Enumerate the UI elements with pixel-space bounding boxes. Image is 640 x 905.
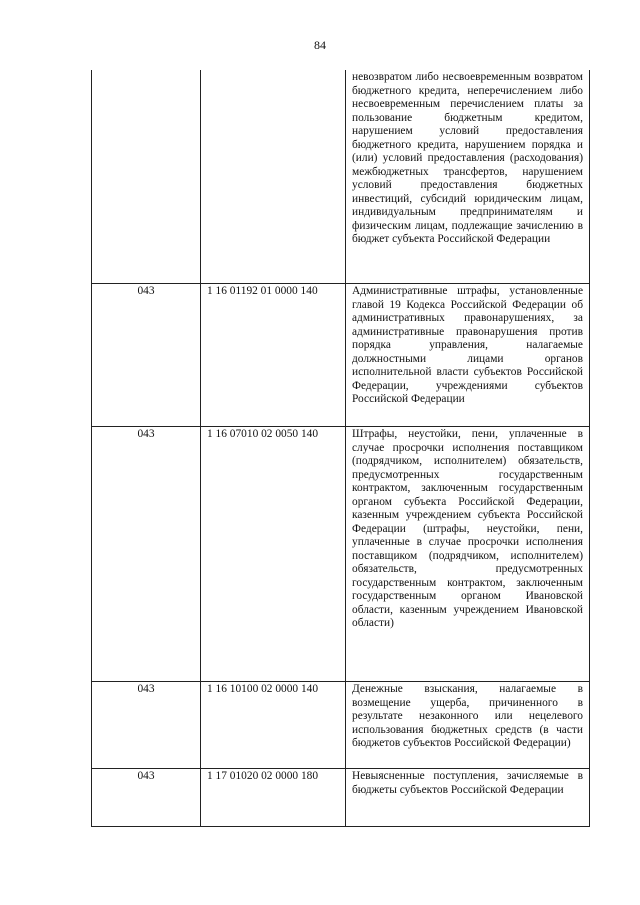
budget-classification-code-cell: 1 16 07010 02 0050 140 — [201, 427, 346, 682]
admin-code-cell: 043 — [92, 769, 201, 827]
page-number: 84 — [314, 38, 326, 52]
revenue-description-cell: Невыясненные поступления, зачисляемые в бюджеты субъектов Российской Федерации — [346, 769, 590, 827]
admin-code-cell: 043 — [92, 682, 201, 769]
admin-code-cell: 043 — [92, 427, 201, 682]
revenue-codes-table — [91, 70, 590, 827]
admin-code-cell — [92, 70, 201, 284]
table-row — [92, 769, 590, 827]
revenue-description-cell: невозвратом либо несвоевременным возвратом бюджетного кредита, неперечислением либо несвоевременным перечислением платы за пользование бюджетным кредитом, нарушением условий предоставления бюджетного кредита, нарушением порядка и (или) условий предоставления (расходования) межбюджетных трансфертов, нарушением условий предоставления бюджетных инвестиций, субсидий юридическим лицам, индивидуальным предпринимателям и физическим лицам, подлежащие зачислению в бюджет субъекта Российской Федерации — [346, 70, 590, 284]
budget-classification-code-cell: 1 16 10100 02 0000 140 — [201, 682, 346, 769]
budget-classification-code-cell — [201, 70, 346, 284]
budget-classification-code-cell: 1 16 01192 01 0000 140 — [201, 284, 346, 427]
revenue-description-cell: Денежные взыскания, налагаемые в возмещение ущерба, причиненного в результате незаконного или нецелевого использования бюджетных средств (в части бюджетов субъектов Российской Федерации) — [346, 682, 590, 769]
revenue-description-cell: Административные штрафы, установленные главой 19 Кодекса Российской Федерации об административных правонарушениях, за административные правонарушения против порядка управления, налагаемые должностными лицами органов исполнительной власти субъектов Российской Федерации, учреждениями субъектов Российской Федерации — [346, 284, 590, 427]
budget-classification-code-cell: 1 17 01020 02 0000 180 — [201, 769, 346, 827]
table-row — [92, 427, 590, 682]
admin-code-cell: 043 — [92, 284, 201, 427]
table-row — [92, 682, 590, 769]
table-row — [92, 284, 590, 427]
table-row — [92, 70, 590, 284]
revenue-description-cell: Штрафы, неустойки, пени, уплаченные в случае просрочки исполнения поставщиком (подрядчиком, исполнителем) обязательств, предусмотренных государственным контрактом, заключенным государственным органом субъекта Российской Федерации, казенным учреждением субъекта Российской Федерации (штрафы, неустойки, пени, уплаченные в случае просрочки исполнения поставщиком (подрядчиком, исполнителем) обязательств, предусмотренных государственным контрактом, заключенным государственным органом Ивановской области, казенным учреждением Ивановской области) — [346, 427, 590, 682]
